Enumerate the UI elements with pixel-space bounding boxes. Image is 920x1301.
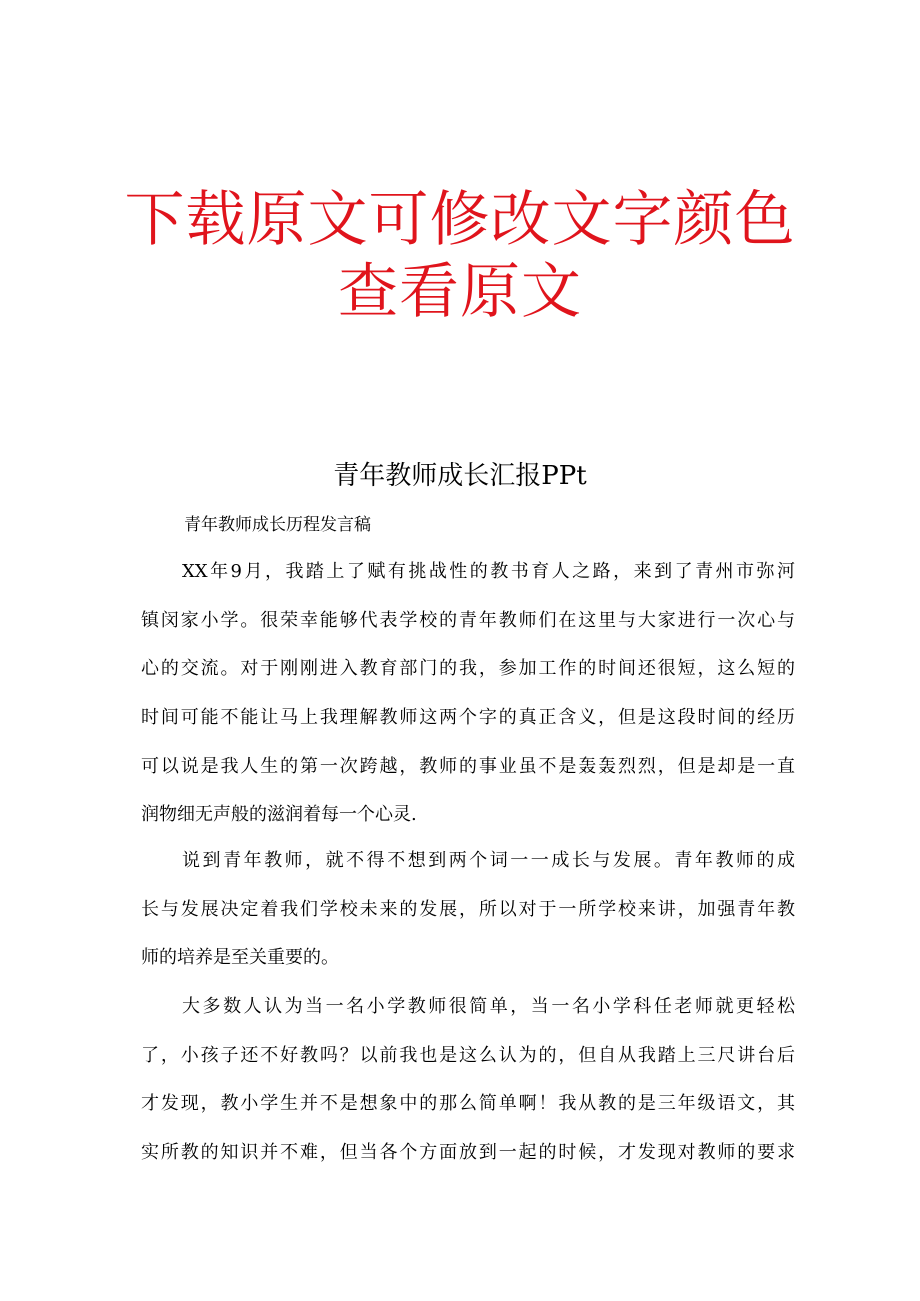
- paragraph-line: 了，小孩子还不好教吗？以前我也是这么认为的，但自从我踏上三尺讲台后: [141, 1044, 795, 1066]
- paragraph-line: 时间可能不能让马上我理解教师这两个字的真正含义，但是这段时间的经历: [141, 707, 795, 729]
- paragraph-line: 润物细无声般的滋润着每一个心灵.: [141, 804, 417, 826]
- download-banner-line-2: 查看原文: [338, 257, 582, 327]
- paragraph-line: 心的交流。对于刚刚进入教育部门的我，参加工作的时间还很短，这么短的: [141, 658, 795, 680]
- document-subtitle: 青年教师成长历程发言稿: [184, 515, 371, 535]
- paragraph-line: 可以说是我人生的第一次跨越，教师的事业虽不是轰轰烈烈，但是却是一直: [141, 755, 795, 777]
- paragraph-3: [141, 983, 795, 1178]
- paragraph-line: XX年9月，我踏上了赋有挑战性的教书育人之路，来到了青州市弥河: [141, 561, 795, 582]
- paragraph-line: 大多数人认为当一名小学教师很简单，当一名小学科任老师就更轻松: [141, 996, 795, 1017]
- document-title: 青年教师成长汇报PPt: [333, 461, 587, 491]
- paragraph-line: 才发现，教小学生并不是想象中的那么简单啊！我从教的是三年级语文，其: [141, 1093, 795, 1115]
- paragraph-line: 长与发展决定着我们学校未来的发展，所以对于一所学校来讲，加强青年教: [141, 898, 795, 920]
- paragraph-2: [141, 837, 795, 983]
- download-banner-line-1: 下载原文可修改文字颜色: [124, 185, 796, 255]
- paragraph-line: 实所教的知识并不难，但当各个方面放到一起的时候，才发现对教师的要求: [141, 1142, 795, 1164]
- paragraph-1: [141, 548, 795, 840]
- paragraph-line: 镇闵家小学。很荣幸能够代表学校的青年教师们在这里与大家进行一次心与: [141, 609, 795, 631]
- paragraph-line: 师的培养是至关重要的。: [141, 947, 339, 969]
- paragraph-line: 说到青年教师，就不得不想到两个词一一成长与发展。青年教师的成: [141, 850, 795, 871]
